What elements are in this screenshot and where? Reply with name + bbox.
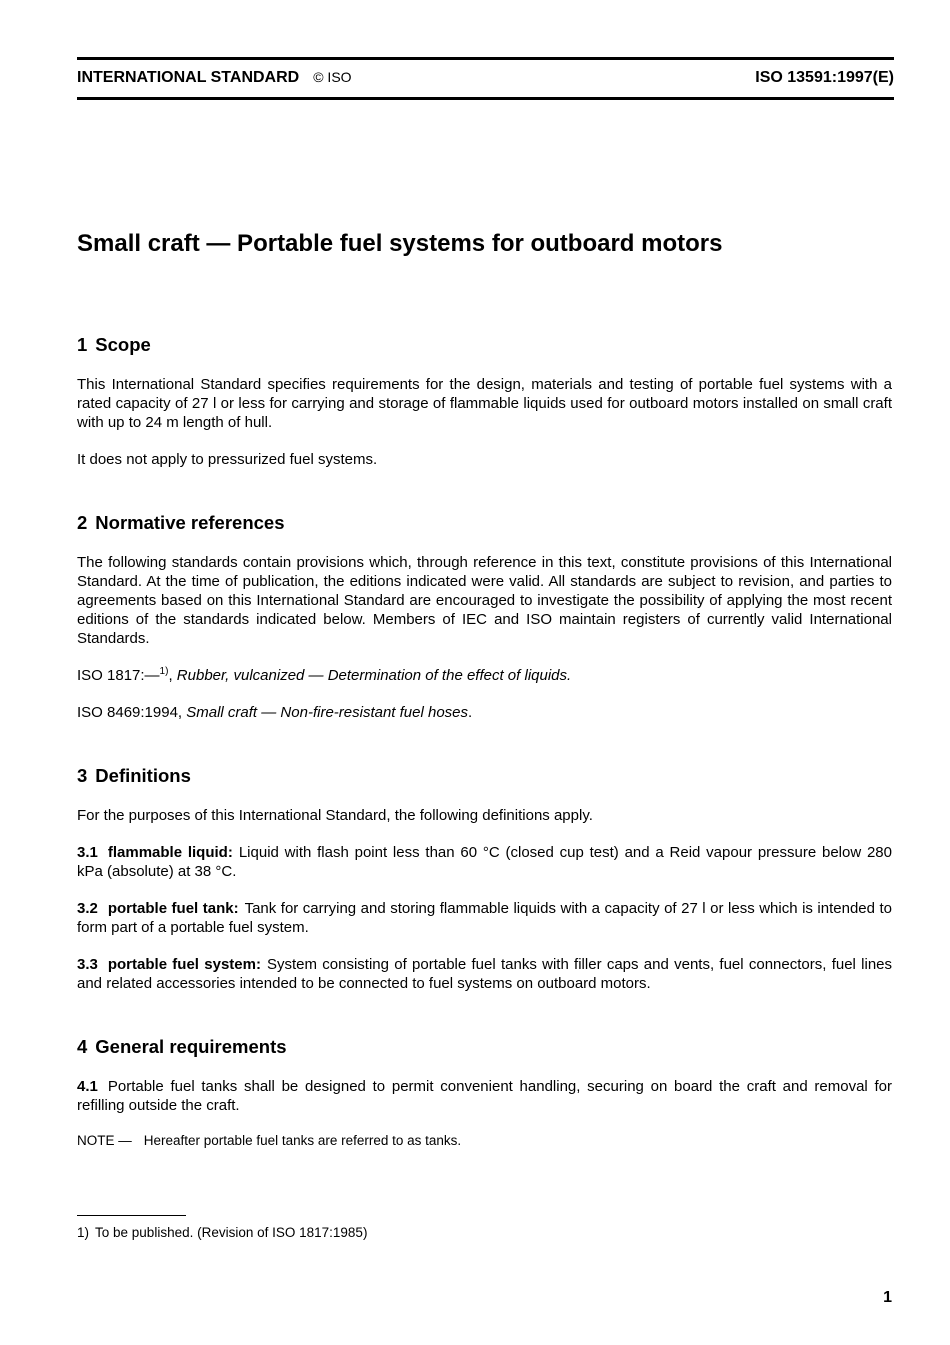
page-header (77, 69, 894, 87)
note-text: Hereafter portable fuel tanks are referred to as tanks. (143, 1133, 462, 1148)
page-number: 1 (883, 1289, 892, 1306)
reference-title: Rubber, vulcanized — Determination of the effect of liquids. (176, 667, 572, 684)
reference-iso-8469 (77, 703, 892, 722)
clause-number: 3.2 (77, 900, 98, 917)
section-title: Scope (95, 334, 151, 355)
clause-number: 3.1 (77, 844, 98, 861)
clause-4-1 (77, 1077, 892, 1115)
document-title: Small craft — Portable fuel systems for outboard motors (77, 230, 723, 257)
reference-end: . (468, 704, 473, 721)
header-standard-number: ISO 13591:1997(E) (755, 69, 894, 86)
reference-code: ISO 1817:— (77, 667, 160, 684)
footnote-number: 1) (77, 1225, 90, 1240)
section-number: 1 (77, 334, 88, 355)
header-left (77, 69, 352, 87)
clause-number: 4.1 (77, 1078, 98, 1095)
footnote-rule (77, 1215, 186, 1216)
reference-separator: , (168, 667, 177, 684)
definition-term: flammable liquid: (107, 844, 233, 861)
section-number: 2 (77, 512, 88, 533)
footnote-text: To be published. (Revision of ISO 1817:1985) (95, 1225, 368, 1240)
reference-iso-1817 (77, 666, 892, 685)
definitions-intro: For the purposes of this International Standard, the following definitions apply. (77, 807, 593, 824)
definition-3-1 (77, 843, 892, 881)
section-heading-definitions (77, 764, 892, 788)
section-number: 4 (77, 1036, 88, 1057)
note (77, 1131, 892, 1150)
reference-code: ISO 8469:1994, (77, 704, 187, 721)
section-heading-normative-references (77, 511, 892, 535)
note-label: NOTE — (77, 1133, 132, 1148)
definition-text: System consisting of portable fuel tanks with filler caps and vents, fuel connectors, fuel lines and related accessories intended to be connected to fuel systems on outboard motors. (77, 956, 893, 992)
section-title: Definitions (95, 765, 191, 786)
clause-number: 3.3 (77, 956, 98, 973)
reference-title: Small craft — Non-fire-resistant fuel hoses (186, 704, 469, 721)
document-body (77, 333, 892, 1150)
definition-text: Tank for carrying and storing flammable liquids with a capacity of 27 l or less which is intended to form part of a portable fuel system. (77, 900, 892, 936)
section-heading-general-requirements (77, 1035, 892, 1059)
definition-term: portable fuel system: (107, 956, 261, 973)
footnote-marker: 1) (159, 666, 169, 677)
header-copyright: © ISO (313, 69, 352, 85)
header-top-rule (77, 57, 894, 60)
clause-text: Portable fuel tanks shall be designed to permit convenient handling, securing on board the craft and removal for refilling outside the craft. (77, 1078, 892, 1114)
definition-term: portable fuel tank: (107, 900, 239, 917)
definition-text: Liquid with flash point less than 60 °C (closed cup test) and a Reid vapour pressure below 280 kPa (absolute) at 38 °C. (77, 844, 892, 880)
definition-3-2 (77, 899, 892, 937)
scope-paragraph-1: This International Standard specifies requirements for the design, materials and testing of portable fuel systems with a rated capacity of 27 l or less for carrying and storage of flammable liquids used for outboard motors installed on small craft with up to 24 m length of hull. (77, 376, 892, 431)
definition-3-3 (77, 955, 892, 993)
footnote (77, 1225, 367, 1240)
section-heading-scope (77, 333, 892, 357)
section-number: 3 (77, 765, 88, 786)
section-title: General requirements (95, 1036, 287, 1057)
scope-paragraph-2: It does not apply to pressurized fuel systems. (77, 451, 378, 468)
header-bottom-rule (77, 97, 894, 100)
normative-paragraph: The following standards contain provisions which, through reference in this text, constitute provisions of this International Standard. At the time of publication, the editions indicated were valid. All standards are subject to revision, and parties to agreements based on this International Standard are encouraged to investigate the possibility of applying the most recent editions of the standards indicated below. Members of IEC and ISO maintain registers of currently valid International Standards. (77, 554, 892, 647)
section-title: Normative references (95, 512, 285, 533)
header-standard-label: INTERNATIONAL STANDARD (77, 69, 300, 86)
